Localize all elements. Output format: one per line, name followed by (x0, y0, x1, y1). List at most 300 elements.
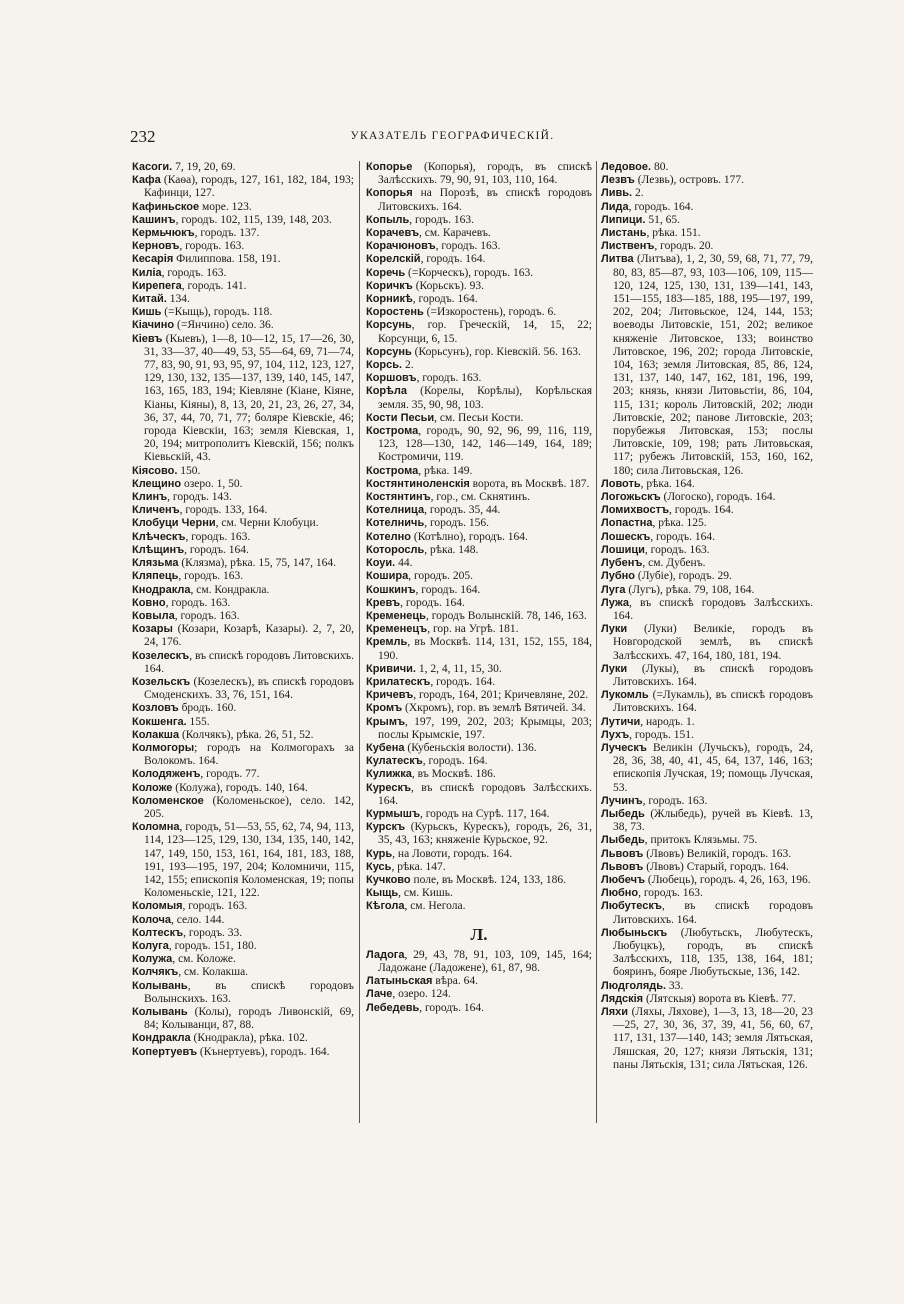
entry-headword: Липици. (601, 213, 646, 226)
entry-text: , городъ, 51—53, 55, 62, 74, 94, 113, 114, 123—125, 129, 130, 134, 135, 140, 142, 147, 149, 150, 153, 161, 164, 181, 183, 188, 191, 193—195, 197, 204; Коломничи, 115, 142, 155; епископія Коломенская, 19; попы Коломеньскіе, 121, 122. (144, 821, 354, 900)
entry-text: (Логоско), городъ. 164. (660, 491, 776, 504)
entry-text: , городъ. 20. (654, 240, 714, 253)
index-entry (366, 949, 592, 975)
entry-text: , городъ. 156. (424, 517, 489, 530)
entry-headword: Кусь (366, 860, 392, 873)
index-entry (366, 597, 592, 610)
entry-headword: Копертуевъ (132, 1045, 198, 1058)
entry-text: (Курьскъ, Курескъ), городъ, 26, 31, 35, 43, 163; княженіе Курьское, 92. (378, 821, 592, 847)
entry-text: , городъ. 151. (629, 728, 694, 741)
index-entry (132, 702, 354, 715)
entry-headword: Кременецъ (366, 623, 428, 636)
entry-headword: Ледовое. (601, 161, 652, 173)
index-entry (601, 597, 813, 623)
entry-text: 134. (166, 293, 190, 306)
entry-text: , городъ. 163. (642, 794, 708, 807)
entry-headword: Кострома (366, 425, 419, 438)
index-entry (132, 478, 354, 491)
entry-text: (Кыевъ), 1—8, 10—12, 15, 17—26, 30, 31, 33—37, 40—49, 53, 55—64, 69, 71—74, 77, 83, 90, 91, 93, 95, 97, 104, 112, 123, 127, 129, 130, 132, 135—137, 139, 140, 145, 147, 163, 165, 183, 194; Кіевляне (Кіане, Кіяне, Кіаны, Кіяны), 8, 13, 20, 21, 23, 26, 27, 34, 36, 37, 44, 70, 71, 77; боляре Кіевскіе, 46; города Кіевскіи, 163; земля Кіевская, 1, 20, 194; митрополитъ Кіевскій, 156; полкъ Кіевьскій, 43. (144, 332, 354, 464)
entry-headword: Литва (601, 253, 634, 266)
entry-text: , городъ. 163. (644, 543, 710, 556)
index-entry (601, 478, 813, 491)
index-entry (366, 676, 592, 689)
index-entry (366, 280, 592, 293)
entry-headword: Кнодракла (132, 583, 191, 596)
entry-headword: Кулатескъ (366, 755, 423, 768)
index-entry (132, 293, 354, 306)
index-entry (366, 900, 592, 913)
index-entry (366, 478, 592, 491)
entry-headword: Кревъ (366, 596, 401, 609)
entry-text: (Кубеньскія волости). 136. (404, 741, 537, 754)
index-entry (601, 927, 813, 980)
entry-text: , рѣка. 151. (646, 227, 701, 240)
entry-headword: Костянтинъ (366, 491, 431, 504)
entry-headword: Лубенъ (601, 557, 643, 570)
index-entry (366, 504, 592, 517)
entry-headword: Кишь (132, 306, 162, 319)
entry-headword: Кыщь (366, 887, 399, 900)
entry-text: , городъ. 164. (419, 1001, 485, 1014)
entry-headword: Коречь (366, 266, 406, 279)
index-entry (132, 676, 354, 702)
entry-text: (Колчякъ), рѣка. 26, 51, 52. (179, 728, 314, 741)
entry-headword: Костянтиноленскія (366, 477, 470, 490)
index-entry (366, 702, 592, 715)
entry-text: 2. (632, 187, 644, 200)
entry-headword: Клязьма (132, 557, 179, 570)
running-title: УКАЗАТЕЛЬ ГЕОГРАФИЧЕСКІЙ. (350, 130, 555, 142)
entry-text: , городъ. 33. (183, 926, 243, 939)
entry-headword: Керновъ (132, 240, 180, 253)
entry-headword: Корѣла (366, 385, 407, 398)
entry-text: , въ Москвѣ. 186. (411, 768, 496, 781)
index-entry (366, 742, 592, 755)
entry-text: 44. (395, 557, 413, 570)
entry-headword: Кулижка (366, 768, 412, 781)
column-divider (596, 161, 597, 1123)
entry-headword: Львовъ (601, 847, 644, 860)
entry-text: , см. Колакша. (178, 966, 249, 979)
entry-text: , село. 144. (170, 913, 225, 926)
entry-headword: Колывань (132, 979, 188, 992)
entry-text: , городъ. 163. (409, 213, 475, 226)
entry-text: (Лятскыя) ворота въ Кіевѣ. 77. (643, 992, 796, 1005)
entry-text: , рѣка. 147. (391, 860, 446, 873)
entry-text: (Лубіе), городъ. 29. (635, 570, 732, 583)
index-entry (366, 570, 592, 583)
entry-text: (Лезвь), островъ. 177. (634, 174, 745, 187)
entry-text: (Любець), городъ. 4, 26, 163, 196. (645, 873, 811, 886)
entry-headword: Листань (601, 227, 647, 240)
entry-headword: Корачевъ (366, 227, 420, 240)
entry-text: 2. (402, 359, 414, 372)
index-entry (366, 808, 592, 821)
index-entry (366, 1002, 592, 1015)
index-entry (366, 636, 592, 662)
entry-headword: Клещино (132, 477, 182, 490)
entry-headword: Ковно (132, 596, 166, 609)
index-entry (601, 663, 813, 689)
index-entry (601, 795, 813, 808)
index-entry (132, 504, 354, 517)
entry-headword: Луга (601, 583, 626, 596)
index-entry (366, 267, 592, 280)
entry-headword: Ломихвостъ (601, 504, 670, 517)
index-entry (132, 927, 354, 940)
entry-headword: Колтескъ (132, 926, 184, 939)
entry-text: , городъ. 163. (416, 372, 482, 385)
index-entry (601, 491, 813, 504)
entry-headword: Лухъ (601, 728, 630, 741)
index-entry (132, 517, 354, 530)
entry-headword: Копорье (366, 161, 413, 173)
entry-text: , городъ. 164. (415, 583, 481, 596)
index-entry (132, 795, 354, 821)
index-entry (601, 887, 813, 900)
entry-text: , городъ. 137. (194, 227, 260, 240)
index-entry (366, 161, 592, 187)
entry-text: , гор., см. Скнятинъ. (430, 491, 530, 504)
index-entry (366, 359, 592, 372)
index-entry (132, 782, 354, 795)
index-entry (132, 227, 354, 240)
entry-headword: Курскъ (366, 821, 406, 834)
entry-text: , городъ. 102, 115, 139, 148, 203. (175, 213, 332, 226)
entry-text: , городъ, 164, 201; Кричевляне, 202. (413, 689, 589, 702)
entry-text: (Корьскъ). 93. (412, 279, 484, 292)
entry-text: ; городъ на Колмогорахъ за Волокомъ. 164. (144, 741, 354, 768)
index-entry (601, 834, 813, 847)
entry-headword: Колывань (132, 1006, 188, 1018)
index-entry (601, 240, 813, 253)
entry-headword: Кіясово. (132, 464, 178, 477)
index-entry (601, 716, 813, 729)
index-entry (132, 201, 354, 214)
entry-headword: Которосль (366, 543, 425, 556)
entry-headword: Кафиньское (132, 200, 200, 213)
entry-text: , рѣка. 164. (640, 477, 695, 490)
index-entry (601, 729, 813, 742)
index-entry (366, 887, 592, 900)
index-entry (132, 491, 354, 504)
entry-text: , городъ. 164. (430, 675, 496, 688)
entry-text: , городъ. 164. (628, 200, 694, 213)
entry-headword: Курескъ (366, 781, 412, 794)
entry-headword: Клобуци Черни (132, 517, 216, 530)
index-entry (132, 253, 354, 266)
entry-headword: Латыньская (366, 975, 433, 988)
index-entry (366, 848, 592, 861)
index-entry (366, 491, 592, 504)
index-entry (601, 848, 813, 861)
entry-text: , городъ. 163. (174, 609, 240, 622)
entry-text: , см. Кондракла. (190, 583, 270, 596)
index-entry (366, 214, 592, 227)
index-entry (601, 531, 813, 544)
index-entry (601, 174, 813, 187)
entry-text: , городъ. 163. (165, 596, 231, 609)
entry-headword: Кошира (366, 570, 409, 583)
entry-text: , городъ. 164. (422, 755, 488, 768)
entry-headword: Кошкинъ (366, 583, 416, 596)
index-entry (366, 663, 592, 676)
entry-text: , городъ. 163. (178, 570, 244, 583)
entry-headword: Козары (132, 623, 173, 636)
entry-headword: Корникѣ (366, 293, 413, 306)
entry-text: 155. (186, 715, 210, 728)
entry-headword: Кубена (366, 741, 405, 754)
index-entry (366, 412, 592, 425)
entry-text: (Корьсунъ), гор. Кіевскій. 56. 163. (411, 345, 581, 358)
entry-headword: Кости Песьи (366, 411, 435, 424)
index-entry (601, 874, 813, 887)
index-entry (366, 517, 592, 530)
index-entry (132, 1032, 354, 1045)
entry-text: на Порозѣ, въ спискѣ городовъ Литовскихъ. 164. (378, 187, 592, 213)
index-column-3 (601, 161, 813, 1072)
entry-headword: Копыль (366, 213, 410, 226)
index-entry (132, 900, 354, 913)
index-entry (132, 214, 354, 227)
entry-headword: Луки (601, 662, 628, 675)
index-entry (601, 227, 813, 240)
entry-headword: Ладога (366, 948, 405, 961)
entry-text: , городъ. 151, 180. (168, 939, 257, 952)
entry-headword: Котелница (366, 504, 425, 517)
entry-headword: Китай. (132, 293, 167, 306)
index-entry (132, 940, 354, 953)
index-entry (366, 346, 592, 359)
index-entry (366, 584, 592, 597)
index-entry (132, 531, 354, 544)
entry-headword: Ляхи (601, 1006, 629, 1018)
entry-headword: Курмышъ (366, 807, 420, 820)
entry-headword: Кривичи. (366, 662, 416, 675)
entry-headword: Ливь. (601, 187, 633, 200)
entry-text: , см. Песьи Кости. (434, 411, 524, 424)
index-entry (601, 861, 813, 874)
index-entry (132, 980, 354, 1006)
entry-text: , 197, 199, 202, 203; Крымцы, 203; послы Крымскіе, 197. (378, 715, 592, 741)
entry-text: , городъ. 77. (200, 768, 260, 781)
index-entry (132, 174, 354, 200)
index-entry (601, 993, 813, 1006)
entry-headword: Козельскъ (132, 675, 191, 688)
entry-headword: Лошици (601, 543, 645, 556)
entry-text: , см. Дубенъ. (642, 557, 706, 570)
entry-headword: Логожьскъ (601, 491, 661, 504)
index-entry (366, 531, 592, 544)
entry-text: , рѣка. 148. (424, 543, 479, 556)
entry-headword: Лубно (601, 570, 635, 583)
entry-headword: Ловоть (601, 477, 641, 490)
index-entry (132, 306, 354, 319)
entry-headword: Любечъ (601, 873, 646, 886)
entry-text: , см. Кишь. (398, 887, 453, 900)
index-entry (601, 253, 813, 477)
index-entry (366, 557, 592, 570)
entry-headword: Козловъ (132, 702, 179, 715)
index-entry (601, 742, 813, 795)
entry-text: , городъ. 163. (638, 887, 703, 900)
entry-text: , городъ. 164. (669, 504, 734, 517)
entry-headword: Корсунь (366, 345, 412, 358)
entry-text: 51, 65. (645, 213, 680, 226)
entry-headword: Копорья (366, 187, 413, 200)
entry-text: (Лугъ), рѣка. 79, 108, 164. (625, 583, 755, 596)
entry-text: (Ляхы, Ляхове), 1—3, 13, 18—20, 23—25, 27, 30, 36, 37, 39, 41, 56, 60, 67, 117, 131, 137—140, 143; земля Лятьская, Ляшская, 20, 127; князи Лятьскія, 131; паны Лятьскія, 131; сила Лятьская, 126. (613, 1006, 813, 1071)
entry-headword: Любыньскъ (601, 926, 668, 939)
entry-headword: Любутескъ (601, 900, 662, 913)
entry-text: , городъ. 164. (400, 596, 465, 609)
entry-text: (Каѳа), городъ, 127, 161, 182, 184, 193; Кафинци, 127. (144, 174, 354, 200)
index-entry (366, 716, 592, 742)
entry-text: , городъ на Сурѣ. 117, 164. (419, 807, 550, 820)
entry-text: бродъ. 160. (178, 702, 237, 715)
entry-headword: Лаче (366, 988, 393, 1001)
entry-text: (Козелескъ), въ спискѣ городовъ Смоденскихъ. 33, 76, 151, 164. (144, 675, 354, 702)
entry-text: Филиппова. 158, 191. (173, 253, 281, 266)
entry-headword: Кличенъ (132, 504, 180, 517)
entry-text: (Колужа), городъ. 140, 164. (172, 781, 308, 794)
entry-text: , см. Карачевъ. (419, 227, 491, 240)
index-entry (366, 861, 592, 874)
entry-headword: Кесарія (132, 253, 174, 266)
section-letter: Л. (470, 924, 488, 944)
index-entry (132, 1006, 354, 1032)
index-entry (132, 240, 354, 253)
entry-text: (Литъва), 1, 2, 30, 59, 68, 71, 77, 79, 80, 83, 85—87, 93, 103—106, 109, 115—120, 124, 125, 130, 131, 139—141, 143, 151—155, 183—185, 188, 195—197, 199, 202, 204; Литовьское, 124, 144, 153; воеводы Литовскіе, 151, 202; великое княженіе Литовское, 133; воинство Литовское, 196, 202; города Литовскіе, 104, 163; земля Литовская, 85, 86, 124, 131, 137, 140, 147, 162, 181, 196, 199, 203; князь, князи Литовьстіи, 86, 104, 115, 131; король Литовскій, 202; люди Литовскіе, 202; панове Литовскіе, 203; порубежья Литовская, 153; послы Литовскіе, 109, 198; рать Литовьская, 117; рубежъ Литовскій, 153, 160, 162, 180; сила Литовьская, 126. (613, 253, 813, 477)
entry-text: (Жлыбедь), ручей въ Кіевѣ. 13, 38, 73. (613, 807, 813, 834)
entry-text: , городъ, 90, 92, 96, 99, 116, 119, 123, 128—130, 142, 146—149, 164, 189; Костромичи, 119. (378, 425, 592, 464)
entry-headword: Лукомль (601, 689, 649, 702)
entry-text: (Козари, Козарѣ, Казары). 2, 7, 20, 24, 176. (144, 623, 354, 649)
entry-headword: Коломна (132, 821, 180, 834)
index-entry (366, 782, 592, 808)
entry-headword: Кременець (366, 609, 426, 622)
entry-text: (=Изкоростень), городъ. 6. (423, 306, 557, 319)
entry-text: , городъ. 163. (161, 266, 227, 279)
entry-headword: Коложе (132, 781, 173, 794)
entry-text: , городъ. 133, 164. (179, 504, 268, 517)
entry-text: (Лвовъ) Великій, городъ. 163. (643, 847, 792, 860)
entry-headword: Колчякъ (132, 966, 179, 979)
entry-text: вѣра. 64. (432, 975, 478, 988)
entry-text: (Лукы), въ спискѣ городовъ Литовскихъ. 164. (613, 662, 813, 688)
entry-text: , озеро. 124. (392, 988, 451, 1001)
entry-text: , городъ Волынскій. 78, 146, 163. (425, 609, 587, 622)
entry-headword: Коричкъ (366, 279, 413, 292)
index-entry (132, 650, 354, 676)
entry-headword: Лошескъ (601, 530, 651, 543)
index-entry (132, 821, 354, 900)
entry-text: , въ Москвѣ. 114, 131, 152, 155, 184, 190. (378, 636, 592, 662)
entry-text: , городъ. 163. (435, 240, 501, 253)
index-entry (132, 333, 354, 465)
entry-headword: Лебедевь (366, 1001, 420, 1014)
entry-text: (=Корческъ), городъ. 163. (405, 266, 534, 279)
entry-headword: Лида (601, 200, 629, 213)
entry-text: 150. (177, 464, 201, 477)
entry-text: (Любутьскъ, Любутескъ, Любуцкъ), городъ, въ спискѣ Залѣсскихъ, 118, 135, 138, 164, 181; бояринъ, бояре Любутьскые, 136, 142. (613, 926, 813, 979)
entry-headword: Колакша (132, 728, 180, 741)
entry-text: (Луки) Великіе, городъ въ Новгородской землѣ, въ спискѣ Залѣсскихъ. 47, 164, 180, 181, 194. (613, 623, 813, 662)
entry-headword: Коростень (366, 306, 424, 319)
index-entry (366, 755, 592, 768)
index-entry (601, 187, 813, 200)
entry-headword: Кокшенга. (132, 715, 187, 728)
index-entry (366, 425, 592, 465)
entry-text: (Колы), городъ Ливонскій, 69, 84; Колыванци, 87, 88. (144, 1006, 354, 1032)
entry-headword: Крымъ (366, 715, 405, 728)
entry-headword: Лыбедь (601, 834, 645, 847)
index-entry (366, 306, 592, 319)
entry-headword: Лучинъ (601, 794, 643, 807)
entry-headword: Колужа (132, 953, 173, 966)
index-entry (132, 729, 354, 742)
index-entry (366, 253, 592, 266)
entry-text: 80. (651, 161, 669, 173)
entry-headword: Колодяженъ (132, 768, 201, 781)
index-entry (132, 161, 354, 174)
entry-headword: Корелскій (366, 253, 421, 266)
index-entry (366, 623, 592, 636)
entry-text: (Клязма), рѣка. 15, 75, 147, 164. (178, 557, 337, 570)
entry-text: 1, 2, 4, 11, 15, 30. (415, 662, 502, 675)
entry-text: , гор. на Угрѣ. 181. (427, 623, 519, 636)
index-entry (366, 465, 592, 478)
entry-text: , см. Черни Клобуци. (215, 517, 319, 530)
entry-headword: Лиственъ (601, 240, 655, 253)
page-header (130, 127, 775, 147)
entry-headword: Лутичи (601, 715, 641, 728)
entry-text: море. 123. (199, 200, 252, 213)
index-entry (366, 544, 592, 557)
entry-text: 7, 19, 20, 69. (172, 161, 236, 173)
entry-headword: Луческъ (601, 741, 647, 754)
entry-headword: Лядскія (601, 992, 644, 1005)
entry-headword: Лезвъ (601, 174, 635, 187)
index-entry (601, 808, 813, 834)
entry-headword: Клѣческъ (132, 530, 186, 543)
entry-text: , притокъ Клязьмы. 75. (644, 834, 758, 847)
column-divider (359, 161, 360, 1123)
entry-headword: Клѣщинъ (132, 543, 185, 556)
entry-text: , городъ. 141. (181, 279, 247, 292)
entry-headword: Луки (601, 623, 628, 636)
entry-headword: Колуга (132, 939, 169, 952)
entry-text: 33. (666, 979, 684, 992)
entry-headword: Коуи. (366, 557, 396, 570)
entry-headword: Касоги. (132, 161, 173, 173)
index-entry (132, 1046, 354, 1059)
index-entry (366, 874, 592, 887)
entry-headword: Львовъ (601, 860, 644, 873)
entry-headword: Колоча (132, 913, 171, 926)
index-entry (601, 214, 813, 227)
entry-text: , рѣка. 149. (418, 464, 473, 477)
entry-headword: Кромъ (366, 702, 403, 715)
index-entry (132, 610, 354, 623)
entry-headword: Кондракла (132, 1032, 191, 1045)
entry-text: (Копорья), городъ, въ спискѣ Залѣсскихъ. 79, 90, 91, 103, 110, 164. (378, 161, 592, 187)
entry-text: , см. Негола. (404, 900, 466, 913)
entry-headword: Котелно (366, 530, 412, 543)
entry-headword: Кирепега (132, 279, 182, 292)
entry-text: , городъ. 163. (179, 240, 245, 253)
entry-headword: Лужа (601, 596, 630, 609)
